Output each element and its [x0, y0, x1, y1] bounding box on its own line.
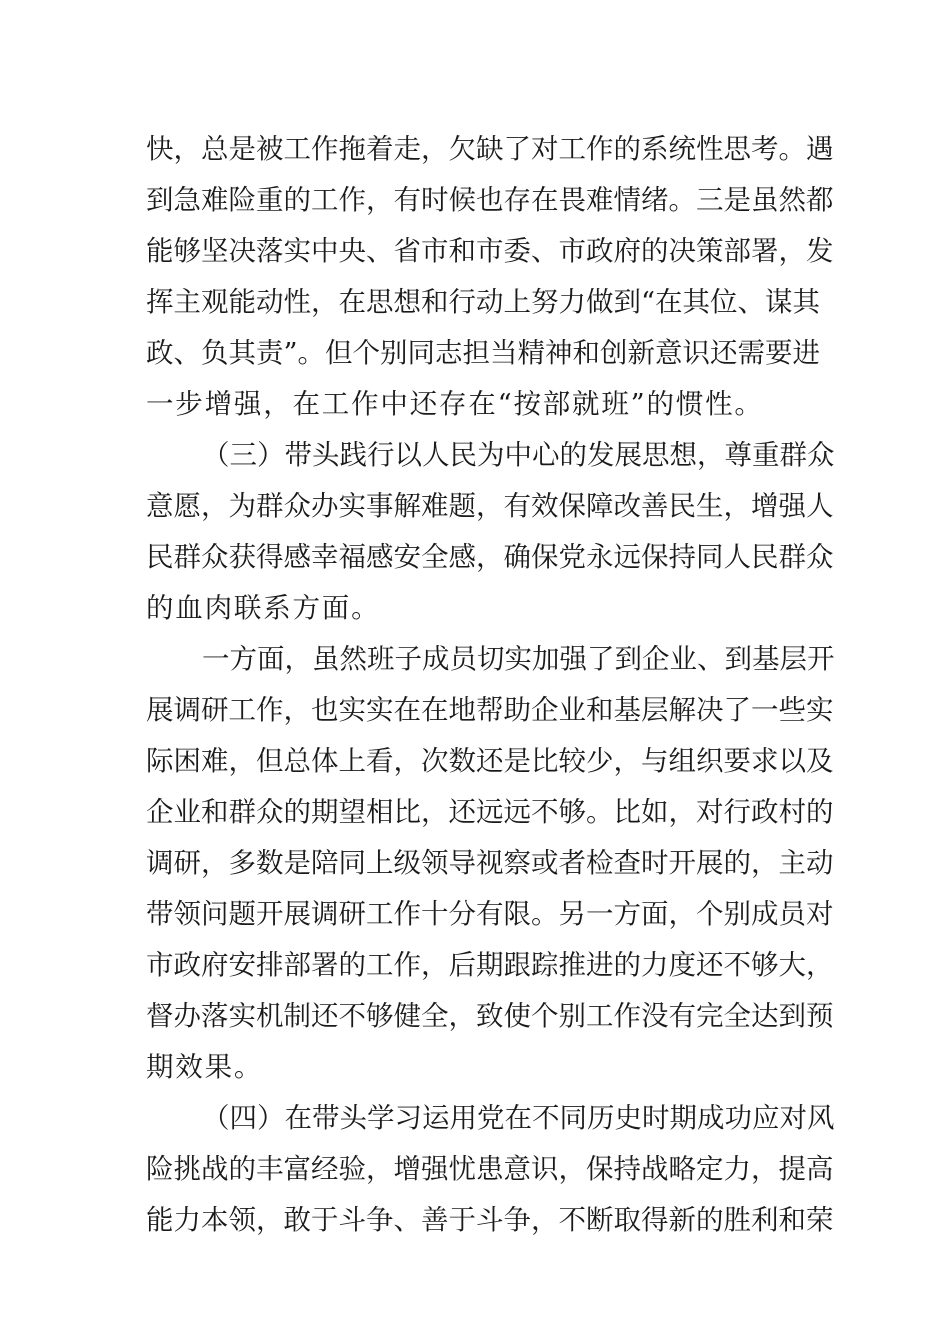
- text-line: 快，总是被工作拖着走，欠缺了对工作的系统性思考。遇: [146, 133, 834, 165]
- paragraph-4: [146, 1093, 835, 1246]
- text-line: 一步增强，在工作中还存在“按部就班”的惯性。: [146, 388, 764, 420]
- text-line: 能力本领，敢于斗争、善于斗争，不断取得新的胜利和荣: [146, 1204, 834, 1236]
- text-line: 险挑战的丰富经验，增强忧患意识，保持战略定力，提高: [146, 1153, 834, 1185]
- text-line: （四）在带头学习运用党在不同历史时期成功应对风: [202, 1102, 835, 1134]
- text-line: 调研，多数是陪同上级领导视察或者检查时开展的，主动: [146, 847, 834, 879]
- text-line: 一方面，虽然班子成员切实加强了到企业、到基层开: [202, 643, 835, 675]
- text-line: 意愿，为群众办实事解难题，有效保障改善民生，增强人: [146, 490, 834, 522]
- text-line: 带领问题开展调研工作十分有限。另一方面，个别成员对: [146, 898, 834, 930]
- document-body: [146, 124, 835, 1246]
- text-line: （三）带头践行以人民为中心的发展思想，尊重群众: [202, 439, 835, 471]
- text-line: 展调研工作，也实实在在地帮助企业和基层解决了一些实: [146, 694, 834, 726]
- text-line: 期效果。: [146, 1051, 264, 1083]
- text-line: 挥主观能动性，在思想和行动上努力做到“在其位、谋其: [146, 286, 821, 318]
- text-line: 能够坚决落实中央、省市和市委、市政府的决策部署，发: [146, 235, 834, 267]
- paragraph-3: [146, 634, 835, 1093]
- text-line: 民群众获得感幸福感安全感，确保党永远保持同人民群众: [146, 541, 834, 573]
- text-line: 际困难，但总体上看，次数还是比较少，与组织要求以及: [146, 745, 834, 777]
- text-line: 到急难险重的工作，有时候也存在畏难情绪。三是虽然都: [146, 184, 834, 216]
- paragraph-1: [146, 124, 834, 430]
- text-line: 企业和群众的期望相比，还远远不够。比如，对行政村的: [146, 796, 834, 828]
- text-line: 督办落实机制还不够健全，致使个别工作没有完全达到预: [146, 1000, 834, 1032]
- text-line: 的血肉联系方面。: [146, 592, 381, 624]
- text-line: 市政府安排部署的工作，后期跟踪推进的力度还不够大，: [146, 949, 834, 981]
- text-line: 政、负其责”。但个别同志担当精神和创新意识还需要进: [146, 337, 821, 369]
- paragraph-2: [146, 430, 835, 634]
